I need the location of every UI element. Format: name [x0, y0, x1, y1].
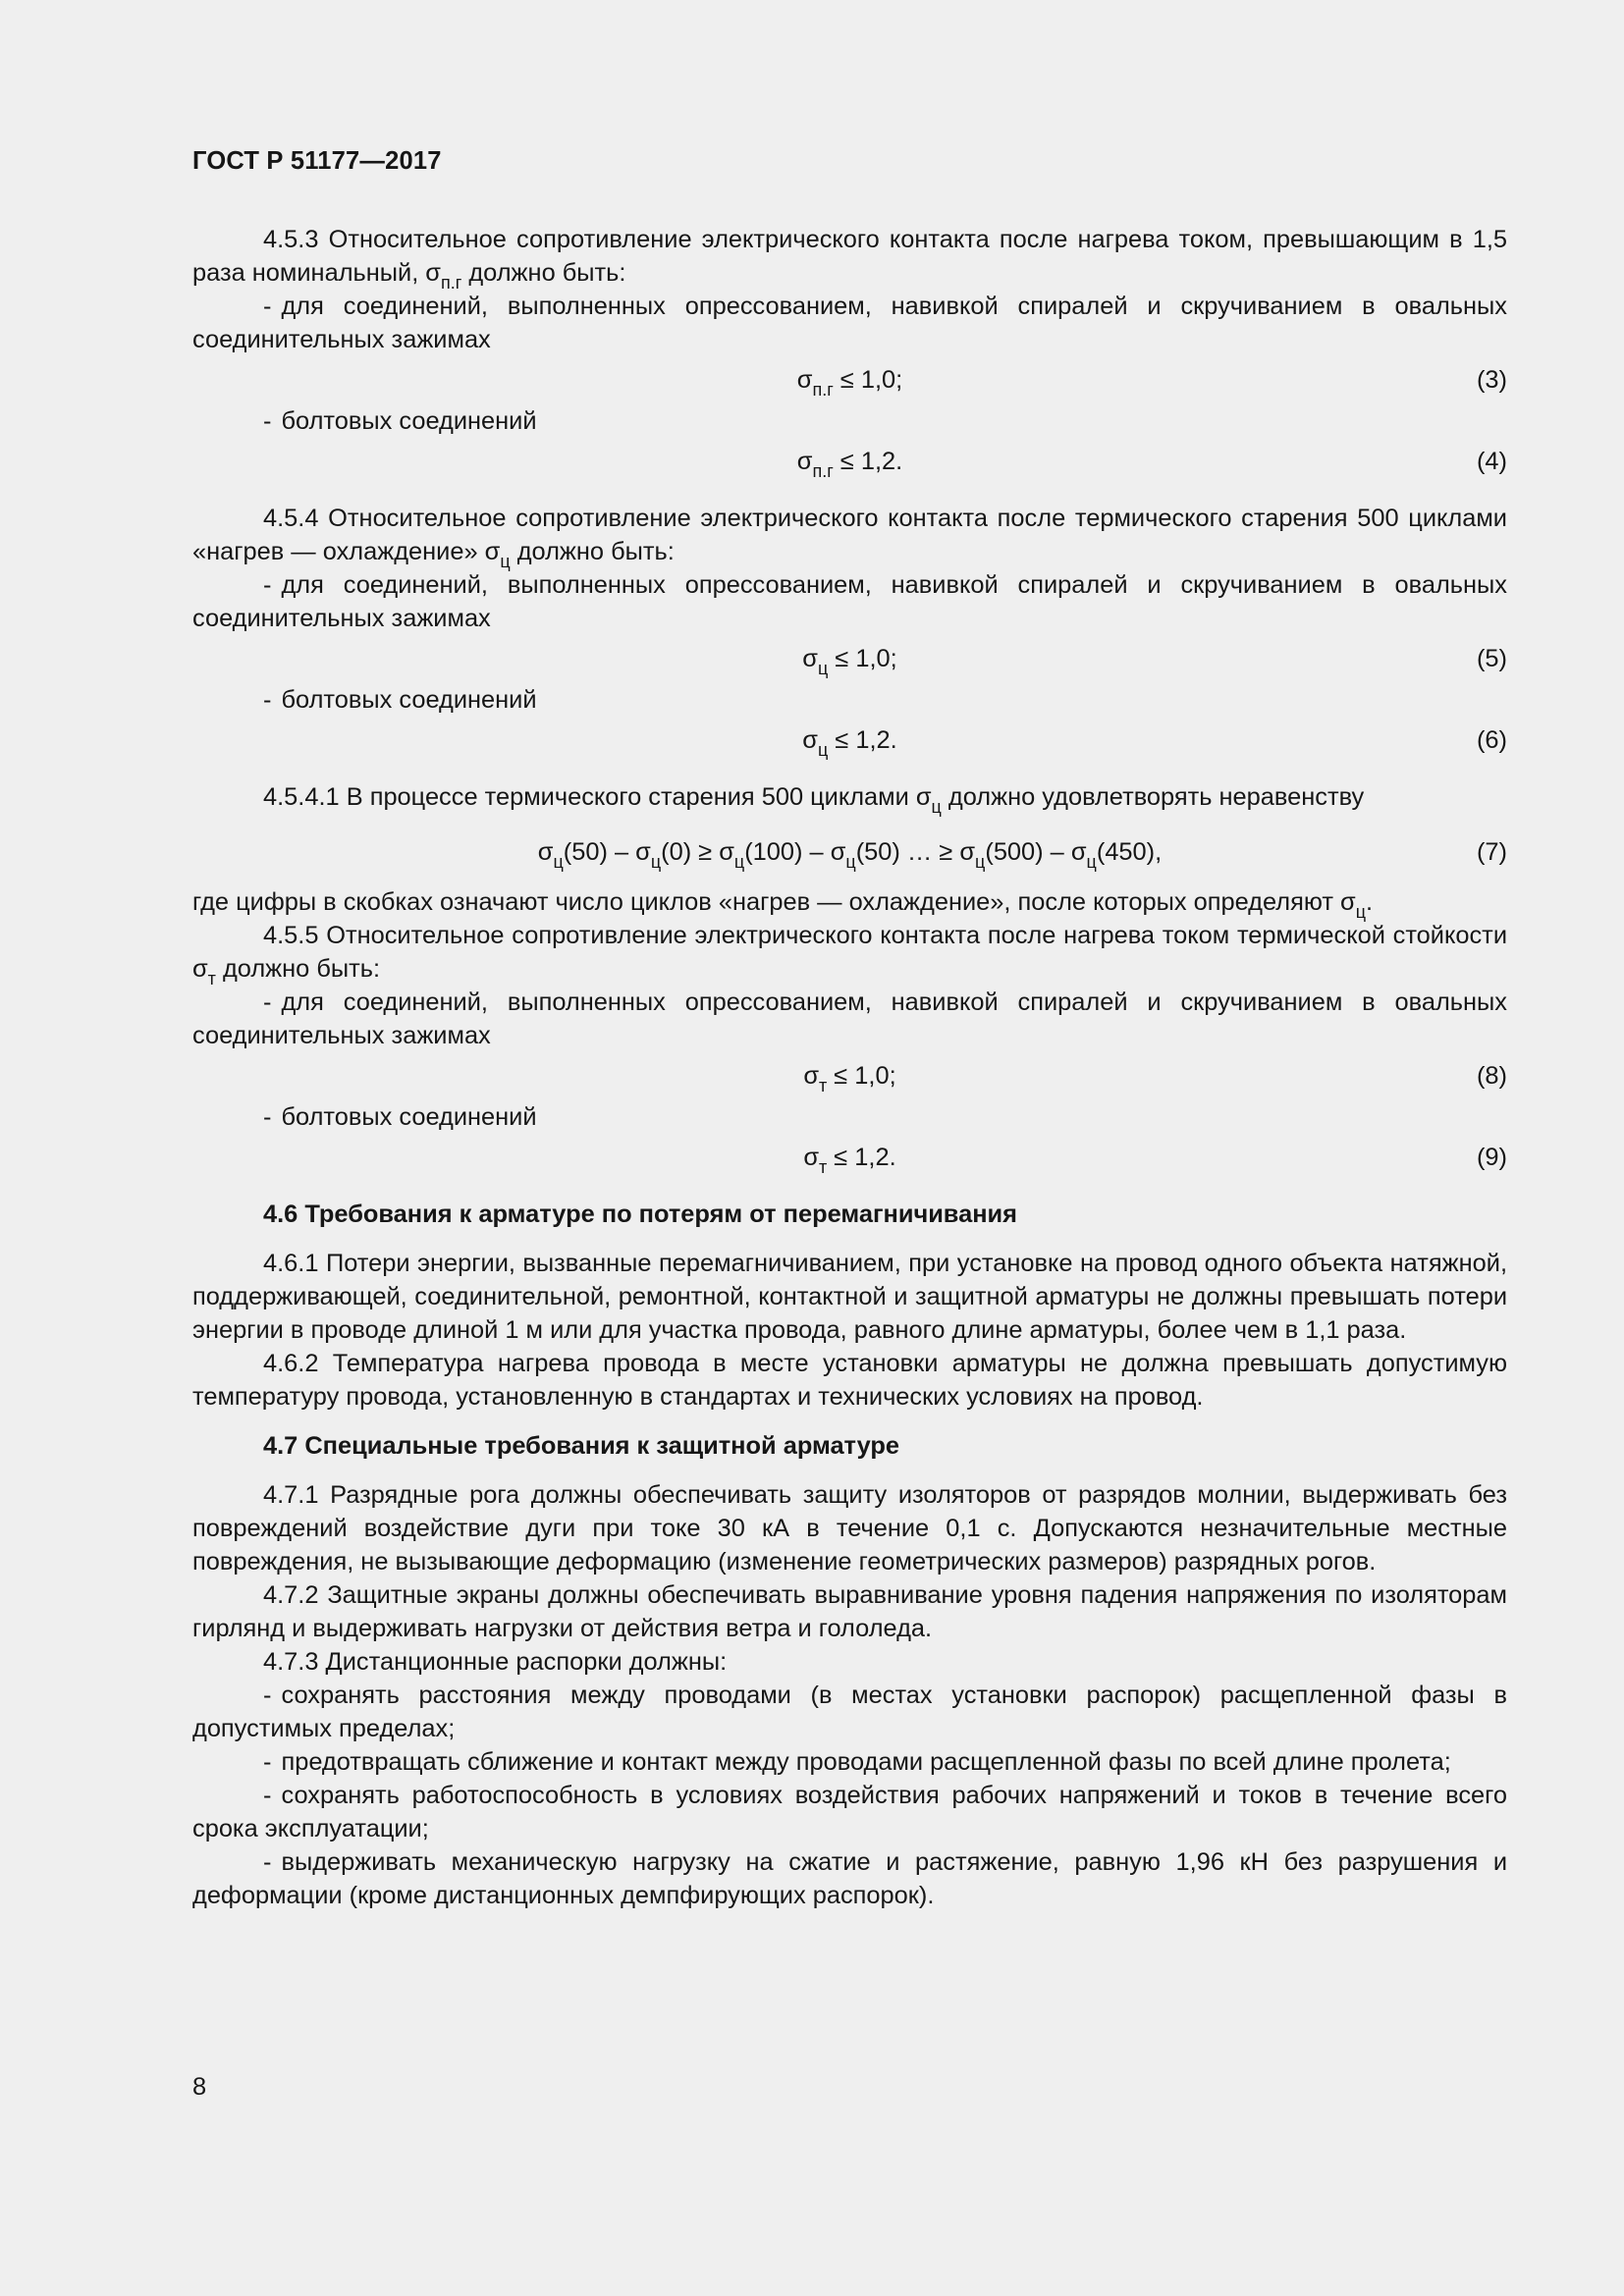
paragraph-4-5-4-1: 4.5.4.1 В процессе термического старения 500 циклами $\sigma_ц$ должно удовлетворять неравенству [263, 783, 1365, 817]
paragraph-where: где цифры в скобках означают число циклов «нагрев — охлаждение», после которых определяют $\sigma_ц$. [192, 888, 1374, 922]
equation-8: $\sigma_т \le 1,0$; (8) [192, 1059, 1507, 1093]
equation-number: (6) [1476, 726, 1507, 754]
paragraph-4-5-5: 4.5.5 Относительное сопротивление электрического контакта после нагрева током термической стойкости $\sigma_т$ должно быть: [192, 922, 1507, 988]
equation-number: (5) [1476, 645, 1507, 672]
list-item: - болтовых соединений [263, 1103, 537, 1131]
list-item: - болтовых соединений [263, 407, 537, 435]
list-item: - сохранять расстояния между проводами (в местах установки распорок) расщепленной фазы в допустимых пределах; [192, 1682, 1507, 1742]
equation-number: (9) [1476, 1144, 1507, 1171]
standard-header: ГОСТ Р 51177—2017 [192, 147, 442, 175]
list-item: - болтовых соединений [263, 686, 537, 714]
paragraph-4-7-3: 4.7.3 Дистанционные распорки должны: [263, 1648, 728, 1676]
paragraph-4-6-1: 4.6.1 Потери энергии, вызванные перемагничиванием, при установке на провод одного объекта натяжной, поддерживающей, соединительной, ремонтной, контактной и защитной арматуры не должны превышать потери энергии в проводе длиной 1 м или для участка провода, равного длине арматуры, более чем в 1,1 раза. [192, 1250, 1507, 1344]
equation-number: (8) [1476, 1062, 1507, 1090]
equation-4: $\sigma_{п.г} \le 1,2$. (4) [192, 445, 1507, 478]
document-body [192, 223, 1507, 1912]
paragraph-4-7-1: 4.7.1 Разрядные рога должны обеспечивать защиту изоляторов от разрядов молнии, выдерживать без повреждений воздействие дуги при токе 30 кА в течение 0,1 с. Допускаются незначительные местные повреждения, не вызывающие деформацию (изменение геометрических размеров) разрядных рогов. [192, 1481, 1507, 1575]
paragraph-4-6-2: 4.6.2 Температура нагрева провода в месте установки арматуры не должна превышать допустимую температуру провода, установленную в стандартах и технических условиях на провод. [192, 1350, 1507, 1411]
section-heading-4-6: 4.6 Требования к арматуре по потерям от перемагничивания [263, 1201, 1017, 1228]
equation-7: $\sigma_ц(50) - \sigma_ц(0) \ge \sigma_ц(100) - \sigma_ц(50)$ … ≥ $\sigma_ц(500) - \sigma_ц(450)$, (7) [192, 835, 1507, 869]
equation-number: (4) [1476, 448, 1507, 475]
list-item: - выдерживать механическую нагрузку на сжатие и растяжение, равную 1,96 кН без разрушения и деформации (кроме дистанционных демпфирующих распорок). [192, 1848, 1507, 1909]
paragraph-4-5-4: 4.5.4 Относительное сопротивление электрического контакта после термического старения 500 циклами «нагрев — охлаждение» $\sigma_ц$ должно быть: [192, 505, 1507, 571]
equation-9: $\sigma_т \le 1,2$. (9) [192, 1141, 1507, 1174]
list-item: - для соединений, выполненных опрессованием, навивкой спиралей и скручиванием в овальных соединительных зажимах [192, 988, 1507, 1049]
equation-5: $\sigma_ц \le 1,0$; (5) [192, 642, 1507, 675]
paragraph-4-5-3: 4.5.3 Относительное сопротивление электрического контакта после нагрева током, превышающим в 1,5 раза номинальный, $\sigma_{п.г}$ должно быть: [192, 226, 1507, 293]
equation-number: (3) [1476, 366, 1507, 394]
section-heading-4-7: 4.7 Специальные требования к защитной арматуре [263, 1432, 900, 1460]
paragraph-4-7-2: 4.7.2 Защитные экраны должны обеспечивать выравнивание уровня падения напряжения по изоляторам гирлянд и выдерживать нагрузки от действия ветра и гололеда. [192, 1581, 1507, 1642]
list-item: - для соединений, выполненных опрессованием, навивкой спиралей и скручиванием в овальных соединительных зажимах [192, 571, 1507, 632]
list-item: - сохранять работоспособность в условиях воздействия рабочих напряжений и токов в течение всего срока эксплуатации; [192, 1782, 1507, 1842]
list-item: - предотвращать сближение и контакт между проводами расщепленной фазы по всей длине пролета; [263, 1748, 1451, 1776]
equation-6: $\sigma_ц \le 1,2$. (6) [192, 723, 1507, 757]
page-number: 8 [192, 2073, 207, 2101]
equation-number: (7) [1476, 838, 1507, 866]
equation-3: $\sigma_{п.г} \le 1,0$; (3) [192, 363, 1507, 397]
list-item: - для соединений, выполненных опрессованием, навивкой спиралей и скручиванием в овальных соединительных зажимах [192, 293, 1507, 353]
